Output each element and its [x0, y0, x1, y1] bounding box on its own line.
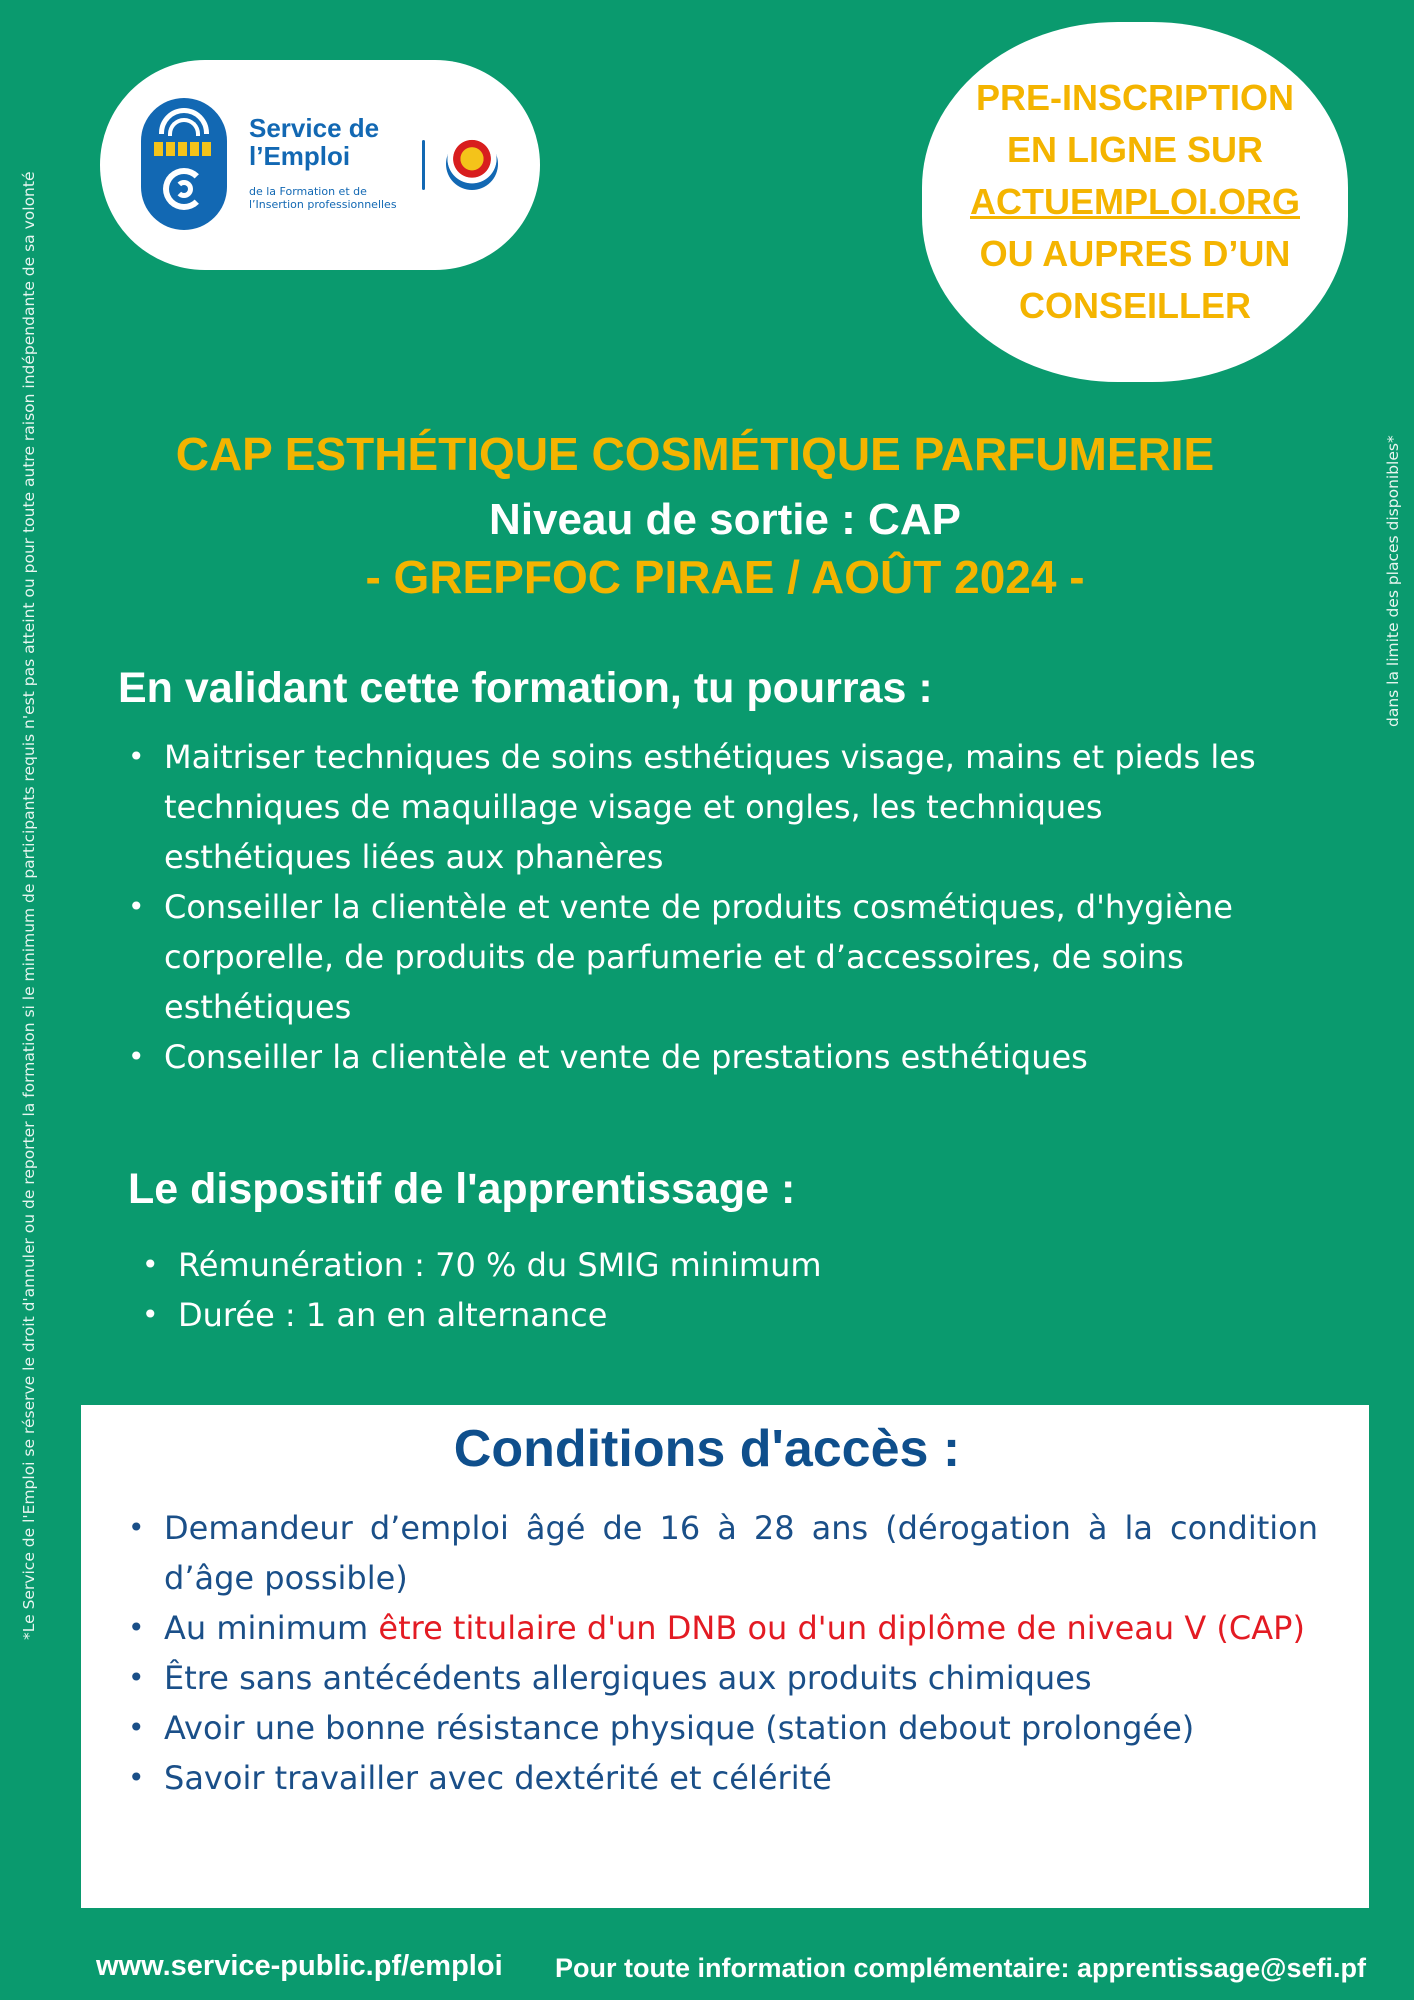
skills-heading: En validant cette formation, tu pourras : [118, 664, 933, 712]
preregistration-bubble [922, 22, 1348, 382]
conditions-list [118, 1503, 1318, 1803]
formation-title: CAP ESTHÉTIQUE COSMÉTIQUE PARFUMERIE [175, 428, 1215, 480]
logo-divider [422, 140, 425, 190]
logo-card [100, 60, 540, 270]
session-info: - GREPFOC PIRAE / AOÛT 2024 - [365, 551, 1085, 603]
footer-website-link[interactable]: www.service-public.pf/emploi [96, 1950, 503, 1982]
logo-subtitle-line2: l’Insertion professionnelles [249, 198, 397, 211]
logo-name-line1: Service de [249, 113, 380, 143]
disclaimer-vertical-right: dans la limite des places disponibles* [1384, 435, 1402, 727]
footer-contact-info: Pour toute information complémentaire: apprentissage@sefi.pf [555, 1953, 1366, 1983]
skills-item: • Conseiller la clientèle et vente de produits cosmétiques, d'hygiène corporelle, de produits de parfumerie et d’accessoires, de soins esthétiques [118, 882, 1278, 1032]
apprenticeship-heading: Le dispositif de l'apprentissage : [128, 1165, 796, 1213]
prereg-line3: OU AUPRES D’UN [979, 233, 1291, 274]
condition-item: • Avoir une bonne résistance physique (station debout prolongée) [118, 1703, 1318, 1753]
actuemploi-link[interactable]: ACTUEMPLOI.ORG [970, 181, 1300, 222]
skills-list [118, 732, 1278, 1082]
prereg-line2: EN LIGNE SUR [1006, 129, 1264, 170]
condition-item: • Demandeur d’emploi âgé de 16 à 28 ans (dérogation à la condition d’âge possible) [118, 1503, 1318, 1603]
polynesia-seal-icon [446, 138, 498, 190]
conditions-heading: Conditions d'accès : [453, 1420, 961, 1478]
logo-name [249, 114, 379, 170]
condition-prefix: Au minimum [164, 1609, 379, 1647]
logo-name-line2: l’Emploi [249, 141, 351, 171]
exit-level: Niveau de sortie : CAP [489, 495, 961, 544]
disclaimer-vertical-left: *Le Service de l'Emploi se réserve le droit d'annuler ou de reporter la formation si le minimum de participants requis n'est pas atteint ou pour toute autre raison indépendante de sa volonté [20, 171, 38, 1640]
skills-item: • Maitriser techniques de soins esthétiques visage, mains et pieds les techniques de maquillage visage et ongles, les techniques esthétiques liées aux phanères [118, 732, 1278, 882]
apprenticeship-item: • Durée : 1 an en alternance [132, 1290, 1132, 1340]
prereg-line1: PRE-INSCRIPTION [975, 77, 1295, 118]
condition-item [118, 1603, 1318, 1653]
prereg-line4: CONSEILLER [1018, 285, 1251, 326]
service-emploi-logo-icon [141, 98, 227, 230]
condition-item: • Être sans antécédents allergiques aux produits chimiques [118, 1653, 1318, 1703]
condition-item: • Savoir travailler avec dextérité et célérité [118, 1753, 1318, 1803]
condition-diploma-highlight: être titulaire d'un DNB ou d'un diplôme de niveau V (CAP) [378, 1609, 1305, 1647]
apprenticeship-list [132, 1240, 1132, 1340]
logo-subtitle [249, 185, 409, 211]
apprenticeship-item: • Rémunération : 70 % du SMIG minimum [132, 1240, 1132, 1290]
skills-item: • Conseiller la clientèle et vente de prestations esthétiques [118, 1032, 1278, 1082]
logo-subtitle-line1: de la Formation et de [249, 185, 367, 198]
